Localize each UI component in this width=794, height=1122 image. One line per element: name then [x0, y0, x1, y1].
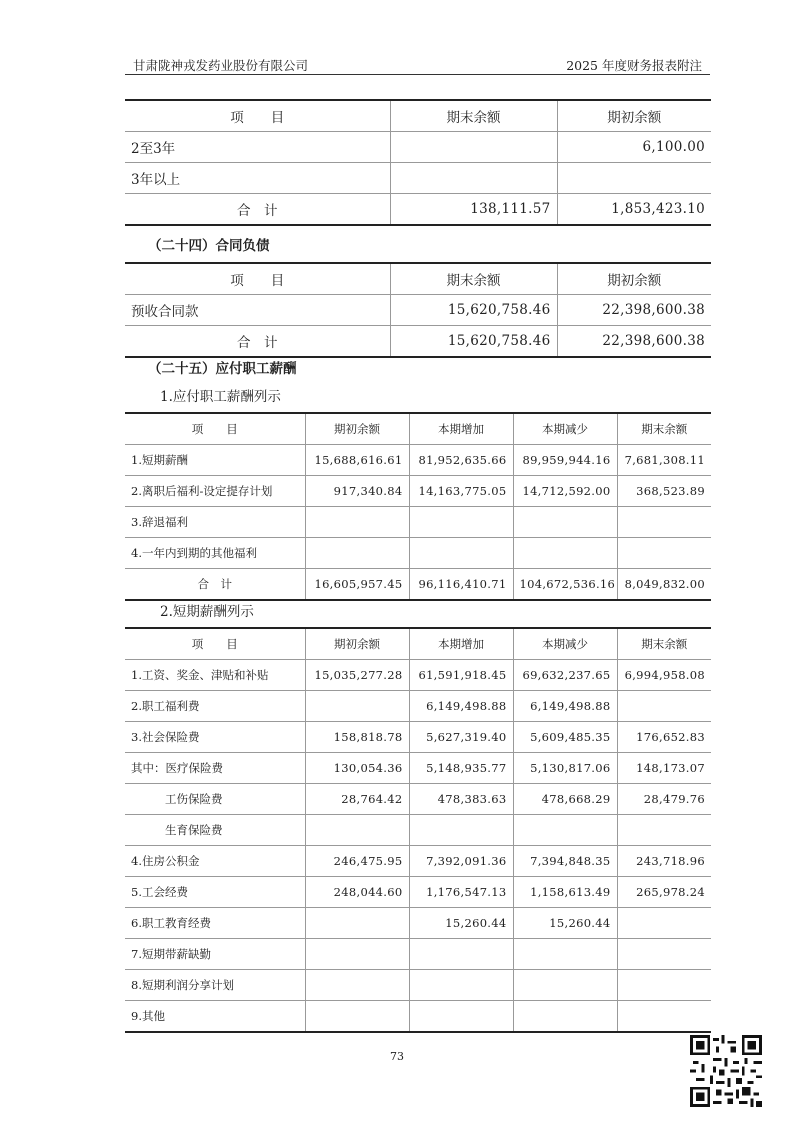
- cell-value: [617, 970, 711, 1001]
- row-label: 4.住房公积金: [125, 846, 305, 877]
- table-row: [125, 877, 711, 908]
- cell-value: 104,672,536.16: [513, 569, 617, 601]
- row-label: 3.社会保险费: [125, 722, 305, 753]
- table-row: [125, 691, 711, 722]
- cell-value: 28,479.76: [617, 784, 711, 815]
- cell-value: [305, 538, 409, 569]
- table-total-row: [125, 569, 711, 601]
- row-label: 1.工资、奖金、津贴和补贴: [125, 660, 305, 691]
- column-header: 期初余额: [557, 263, 711, 295]
- qr-code-icon: [690, 1035, 762, 1107]
- cell-value: [390, 132, 557, 163]
- row-label: 预收合同款: [125, 295, 390, 326]
- cell-value: [409, 538, 513, 569]
- row-label: 2至3年: [125, 132, 390, 163]
- row-label: 其中：医疗保险费: [125, 753, 305, 784]
- row-label: 6.职工教育经费: [125, 908, 305, 939]
- cell-value: [305, 507, 409, 538]
- row-label: 3年以上: [125, 163, 390, 194]
- column-header: 本期减少: [513, 413, 617, 445]
- cell-value: 15,035,277.28: [305, 660, 409, 691]
- cell-value: 15,260.44: [513, 908, 617, 939]
- cell-value: 5,627,319.40: [409, 722, 513, 753]
- row-label: 4.一年内到期的其他福利: [125, 538, 305, 569]
- cell-value: 15,620,758.46: [390, 295, 557, 326]
- cell-value: 15,260.44: [409, 908, 513, 939]
- row-label: 生育保险费: [125, 815, 305, 846]
- cell-value: [409, 970, 513, 1001]
- cell-value: [305, 1001, 409, 1033]
- report-title: 2025 年度财务报表附注: [566, 58, 702, 73]
- row-label: 3.辞退福利: [125, 507, 305, 538]
- total-label: 合 计: [125, 326, 390, 358]
- subsection-title-short-term-pay: 2.短期薪酬列示: [160, 604, 254, 620]
- table-row: [125, 753, 711, 784]
- cell-value: 6,149,498.88: [409, 691, 513, 722]
- cell-value: 478,383.63: [409, 784, 513, 815]
- cell-value: [513, 1001, 617, 1033]
- cell-value: 6,994,958.08: [617, 660, 711, 691]
- cell-value: 14,163,775.05: [409, 476, 513, 507]
- cell-value: [513, 939, 617, 970]
- column-header: 期末余额: [617, 413, 711, 445]
- cell-value: [390, 163, 557, 194]
- row-label: 1.短期薪酬: [125, 445, 305, 476]
- table-aging-continued: [125, 99, 711, 226]
- cell-value: 7,392,091.36: [409, 846, 513, 877]
- column-header: 项 目: [125, 100, 390, 132]
- column-header: 期末余额: [390, 263, 557, 295]
- cell-value: [305, 815, 409, 846]
- table-row: [125, 132, 711, 163]
- cell-value: 5,609,485.35: [513, 722, 617, 753]
- row-label: 9.其他: [125, 1001, 305, 1033]
- cell-value: 158,818.78: [305, 722, 409, 753]
- table-short-term-pay: [125, 627, 711, 1033]
- cell-value: 7,681,308.11: [617, 445, 711, 476]
- cell-value: [617, 939, 711, 970]
- cell-value: 478,668.29: [513, 784, 617, 815]
- row-label: 5.工会经费: [125, 877, 305, 908]
- table-row: [125, 507, 711, 538]
- column-header: 期初余额: [557, 100, 711, 132]
- table-total-row: [125, 194, 711, 226]
- table-row: [125, 163, 711, 194]
- section-title-employee-payables: （二十五）应付职工薪酬: [148, 361, 297, 377]
- cell-value: 22,398,600.38: [557, 295, 711, 326]
- column-header: 本期增加: [409, 413, 513, 445]
- cell-value: 243,718.96: [617, 846, 711, 877]
- column-header: 本期增加: [409, 628, 513, 660]
- cell-value: [617, 538, 711, 569]
- cell-value: [513, 970, 617, 1001]
- row-label: 工伤保险费: [125, 784, 305, 815]
- cell-value: [513, 815, 617, 846]
- cell-value: 5,130,817.06: [513, 753, 617, 784]
- column-header: 项 目: [125, 628, 305, 660]
- cell-value: 15,688,616.61: [305, 445, 409, 476]
- cell-value: [617, 815, 711, 846]
- cell-value: [305, 908, 409, 939]
- cell-value: 148,173.07: [617, 753, 711, 784]
- cell-value: 81,952,635.66: [409, 445, 513, 476]
- cell-value: [305, 939, 409, 970]
- cell-value: 6,149,498.88: [513, 691, 617, 722]
- cell-value: 15,620,758.46: [390, 326, 557, 358]
- cell-value: 22,398,600.38: [557, 326, 711, 358]
- table-row: [125, 660, 711, 691]
- column-header: 期末余额: [390, 100, 557, 132]
- cell-value: [409, 507, 513, 538]
- cell-value: 61,591,918.45: [409, 660, 513, 691]
- column-header: 期初余额: [305, 628, 409, 660]
- cell-value: 246,475.95: [305, 846, 409, 877]
- cell-value: 368,523.89: [617, 476, 711, 507]
- table-row: [125, 939, 711, 970]
- cell-value: [617, 507, 711, 538]
- table-employee-payables: [125, 412, 711, 601]
- cell-value: 8,049,832.00: [617, 569, 711, 601]
- cell-value: [409, 1001, 513, 1033]
- table-row: [125, 784, 711, 815]
- cell-value: [617, 691, 711, 722]
- row-label: 8.短期利润分享计划: [125, 970, 305, 1001]
- cell-value: [513, 538, 617, 569]
- cell-value: 176,652.83: [617, 722, 711, 753]
- cell-value: 130,054.36: [305, 753, 409, 784]
- cell-value: 265,978.24: [617, 877, 711, 908]
- column-header: 期初余额: [305, 413, 409, 445]
- cell-value: 28,764.42: [305, 784, 409, 815]
- column-header: 本期减少: [513, 628, 617, 660]
- table-row: [125, 538, 711, 569]
- cell-value: 5,148,935.77: [409, 753, 513, 784]
- cell-value: 917,340.84: [305, 476, 409, 507]
- column-header: 项 目: [125, 413, 305, 445]
- cell-value: 7,394,848.35: [513, 846, 617, 877]
- cell-value: [305, 691, 409, 722]
- row-label: 2.职工福利费: [125, 691, 305, 722]
- cell-value: 16,605,957.45: [305, 569, 409, 601]
- table-row: [125, 970, 711, 1001]
- cell-value: 1,176,547.13: [409, 877, 513, 908]
- table-row: [125, 908, 711, 939]
- cell-value: 89,959,944.16: [513, 445, 617, 476]
- cell-value: 69,632,237.65: [513, 660, 617, 691]
- cell-value: [409, 815, 513, 846]
- table-header-row: [125, 628, 711, 660]
- cell-value: [617, 908, 711, 939]
- total-label: 合 计: [125, 194, 390, 226]
- column-header: 项 目: [125, 263, 390, 295]
- cell-value: [409, 939, 513, 970]
- cell-value: [617, 1001, 711, 1033]
- table-row: [125, 846, 711, 877]
- table-row: [125, 445, 711, 476]
- row-label: 7.短期带薪缺勤: [125, 939, 305, 970]
- table-contract-liabilities: [125, 262, 711, 358]
- company-name: 甘肃陇神戎发药业股份有限公司: [133, 58, 309, 73]
- row-label: 2.离职后福利-设定提存计划: [125, 476, 305, 507]
- cell-value: 248,044.60: [305, 877, 409, 908]
- page-number: 73: [390, 1050, 404, 1063]
- cell-value: [305, 970, 409, 1001]
- table-row: [125, 1001, 711, 1033]
- table-header-row: [125, 263, 711, 295]
- table-row: [125, 295, 711, 326]
- cell-value: [513, 507, 617, 538]
- column-header: 期末余额: [617, 628, 711, 660]
- page-header: [125, 54, 710, 75]
- table-header-row: [125, 100, 711, 132]
- cell-value: 96,116,410.71: [409, 569, 513, 601]
- section-title-contract-liabilities: （二十四）合同负债: [148, 238, 270, 254]
- cell-value: 1,853,423.10: [557, 194, 711, 226]
- cell-value: 6,100.00: [557, 132, 711, 163]
- subsection-title-payables-list: 1.应付职工薪酬列示: [160, 389, 281, 405]
- table-row: [125, 476, 711, 507]
- table-header-row: [125, 413, 711, 445]
- cell-value: 138,111.57: [390, 194, 557, 226]
- total-label: 合 计: [125, 569, 305, 601]
- cell-value: [557, 163, 711, 194]
- table-row: [125, 722, 711, 753]
- table-total-row: [125, 326, 711, 358]
- cell-value: 1,158,613.49: [513, 877, 617, 908]
- cell-value: 14,712,592.00: [513, 476, 617, 507]
- table-row: [125, 815, 711, 846]
